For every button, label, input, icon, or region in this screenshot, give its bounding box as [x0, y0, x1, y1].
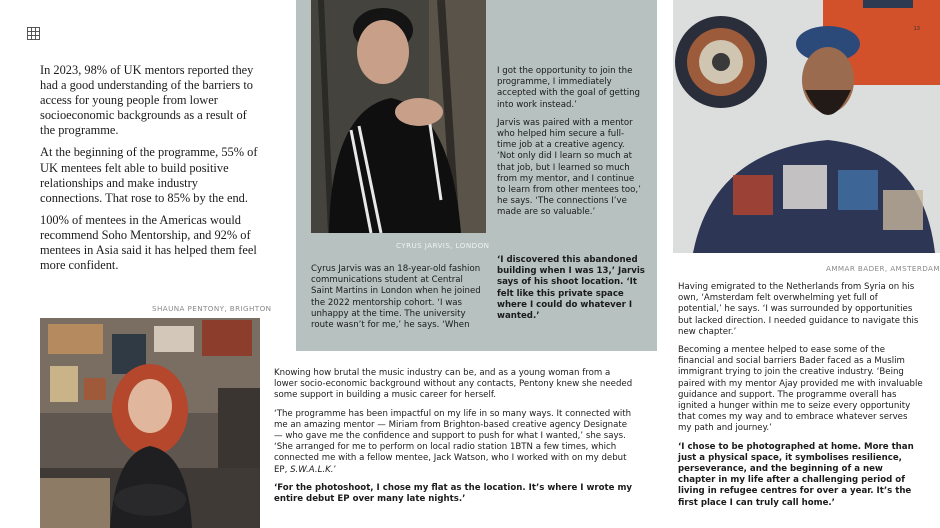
intro-paragraph: In 2023, 98% of UK mentors reported they had a good understanding of the barriers to access for young people from lower socioeconomic backgrounds as a result of the programme.	[40, 63, 254, 138]
intro-stats	[40, 63, 262, 280]
ammar-paragraph: Becoming a mentee helped to ease some of the financial and social barriers Bader faced as a Muslim immigrant trying to join the creative industry. ‘Being paired with my mentor Ajay provided me with invaluable guidance and support. The programme overall has ignited a hunger within me to seize every opportunity that comes my way and to embrace whatever serves my path and journey.’	[678, 345, 923, 434]
shauna-paragraph: Knowing how brutal the music industry can be, and as a young woman from a lower socio-economic background without any contacts, Pentony knew she needed some support in building a music career for herself.	[274, 368, 633, 401]
shauna-paragraph-text: ‘The programme has been impactful on my life in so many ways. It connected with me an amazing mentor — Miriam from Brighton-based creative agency Designate — who gave me the confidence and support to push for what I wanted,’ she says. ‘She arranged for me to perform on local radio station 1BTN a few times, which connected me with a fellow mentee, Jack Watson, who I worked with on my debut EP,	[274, 408, 632, 475]
cyrus-paragraph: I got the opportunity to join the programme, I immediately accepted with the goal of getting into work instead.’	[497, 66, 640, 110]
grid-menu-icon[interactable]	[27, 27, 40, 40]
ammar-pull-quote: ‘I chose to be photographed at home. More than just a physical space, it symbolises resilience, perseverance, and the beginning of a new chapter in my life after a challenging period of living in refugee centres for over a year. It’s the first place I can truly call home.’	[678, 441, 914, 508]
photo-cyrus-jarvis	[311, 0, 486, 233]
ammar-paragraph: Having emigrated to the Netherlands from Syria on his own, ‘Amsterdam felt overwhelming yet full of potential,’ he says. ‘I was surrounded by opportunities but lacked direction. I needed guidance to navigate this new chapter.’	[678, 282, 919, 337]
cyrus-paragraph: Jarvis was paired with a mentor who helped him secure a full-time job at a creative agency. ‘Not only did I learn so much at that job, but I learned so much from my mentor, and I continue to learn from other mentees too,’ he says. ‘The connections I’ve made are so valuable.’	[497, 117, 641, 218]
photo-caption-cyrus: CYRUS JARVIS, LONDON	[396, 241, 490, 250]
ep-title: S.W.A.L.K.	[290, 464, 334, 475]
ammar-story	[678, 282, 923, 516]
shauna-pull-quote: ‘For the photoshoot, I chose my flat as the location. It’s where I wrote my entire debut EP over many late nights.’	[274, 482, 633, 505]
intro-paragraph: 100% of mentees in the Americas would recommend Soho Mentorship, and 92% of mentees in Asia said it has helped them feel more confident.	[40, 212, 257, 273]
photo-shauna-pentony	[40, 318, 260, 528]
photo-caption-shauna: SHAUNA PENTONY, BRIGHTON	[152, 304, 272, 313]
page-number: 13	[913, 26, 920, 32]
shauna-paragraph	[274, 409, 636, 476]
photo-ammar-bader	[673, 0, 940, 253]
intro-paragraph: At the beginning of the programme, 55% of UK mentees felt able to build positive relationships and make industry connections. That rose to 85% by the end.	[40, 145, 258, 205]
shauna-story	[274, 368, 636, 512]
cyrus-story-intro: Cyrus Jarvis was an 18-year-old fashion communications student at Central Saint Martins in London when he joined the 2022 mentorship cohort. ‘I was unhappy at the time. The university route wasn’t for me,’ he says. ‘When	[311, 264, 481, 331]
shauna-paragraph-end: ’	[333, 464, 337, 475]
cyrus-pull-quote: ‘I discovered this abandoned building when I was 13,’ Jarvis says of his shoot location. ‘It felt like this private space where I could do whatever I wanted.’	[497, 255, 645, 322]
cyrus-story-continued	[497, 66, 643, 226]
photo-caption-ammar: AMMAR BADER, AMSTERDAM	[826, 264, 940, 273]
